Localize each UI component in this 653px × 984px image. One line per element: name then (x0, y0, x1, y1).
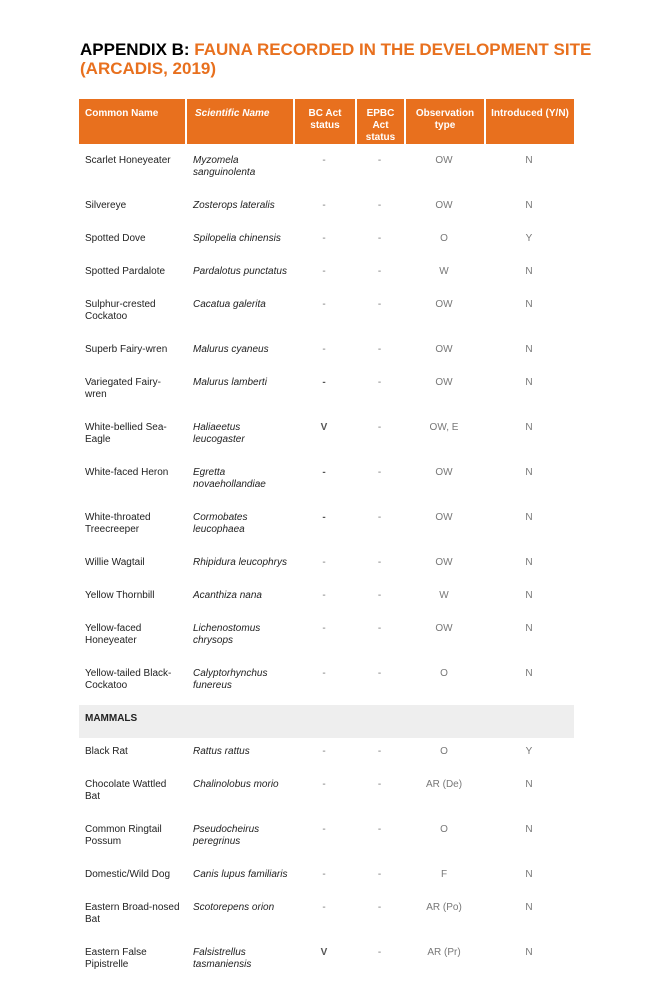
cell-bc: - (322, 557, 326, 568)
cell-epbc: - (377, 824, 382, 835)
table-row (79, 504, 574, 549)
cell-introduced: N (525, 623, 533, 634)
cell-introduced: N (525, 200, 533, 211)
table-row (79, 258, 574, 291)
cell-bc: - (322, 746, 326, 757)
cell-common: Eastern False Pipistrelle (85, 947, 147, 970)
cell-scientific: Calyptorhynchus funereus (193, 668, 268, 691)
cell-bc: - (322, 299, 326, 310)
cell-obs: OW (435, 155, 453, 166)
header-common-name: Common Name (79, 99, 185, 145)
cell-epbc: - (377, 557, 382, 568)
cell-obs: O (440, 824, 448, 835)
cell-epbc: - (377, 623, 382, 634)
cell-common: Black Rat (85, 746, 128, 757)
cell-introduced: N (525, 869, 533, 880)
cell-scientific: Pardalotus punctatus (193, 266, 287, 277)
cell-epbc: - (377, 200, 382, 211)
cell-scientific: Cacatua galerita (193, 299, 266, 310)
page-title (80, 40, 600, 78)
cell-obs: W (439, 266, 449, 277)
cell-obs: O (440, 668, 448, 679)
cell-obs: OW, E (429, 422, 459, 433)
cell-common: White-bellied Sea-Eagle (85, 422, 167, 445)
cell-common: Chocolate Wattled Bat (85, 779, 167, 802)
cell-obs: W (439, 590, 449, 601)
cell-introduced: Y (525, 746, 533, 757)
cell-obs: OW (435, 512, 453, 523)
cell-scientific: Myzomela sanguinolenta (193, 155, 256, 178)
cell-common: Yellow-tailed Black-Cockatoo (85, 668, 172, 691)
cell-bc: V (320, 947, 328, 958)
cell-bc: - (322, 824, 326, 835)
cell-common: Willie Wagtail (85, 557, 145, 568)
table-row (79, 894, 574, 939)
cell-obs: AR (Pr) (427, 947, 461, 958)
cell-epbc: - (377, 299, 382, 310)
cell-bc: - (322, 377, 326, 388)
header-observation-type: Observation type (404, 99, 484, 145)
cell-common: Variegated Fairy-wren (85, 377, 161, 400)
cell-obs: OW (435, 200, 453, 211)
cell-common: Superb Fairy-wren (85, 344, 168, 355)
cell-common: Spotted Pardalote (85, 266, 166, 277)
cell-common: Yellow Thornbill (85, 590, 155, 601)
cell-introduced: N (525, 377, 533, 388)
header-epbc-act: EPBC Act status (355, 99, 404, 145)
cell-epbc: - (377, 344, 382, 355)
title-prefix: APPENDIX B: (80, 40, 195, 59)
cell-bc: - (322, 344, 326, 355)
cell-introduced: N (525, 422, 533, 433)
cell-epbc: - (377, 869, 382, 880)
cell-obs: AR (De) (425, 779, 463, 790)
cell-epbc: - (377, 266, 382, 277)
header-introduced: Introduced (Y/N) (484, 99, 574, 145)
fauna-table (79, 99, 574, 984)
cell-epbc: - (377, 377, 382, 388)
cell-obs: OW (435, 344, 453, 355)
cell-scientific: Lichenostomus chrysops (193, 623, 261, 646)
cell-bc: V (320, 422, 328, 433)
cell-epbc: - (377, 902, 382, 913)
cell-scientific: Zosterops lateralis (193, 200, 275, 211)
cell-introduced: N (525, 668, 533, 679)
cell-obs: OW (435, 377, 453, 388)
header-bc-act: BC Act status (293, 99, 355, 145)
cell-epbc: - (377, 512, 382, 523)
cell-common: Eastern Broad-nosed Bat (85, 902, 180, 925)
cell-introduced: N (525, 266, 533, 277)
table-row (79, 582, 574, 615)
cell-introduced: Y (525, 233, 533, 244)
table-row (79, 549, 574, 582)
header-scientific-name: Scientific Name (185, 99, 293, 145)
cell-obs: OW (435, 623, 453, 634)
cell-bc: - (322, 590, 326, 601)
cell-bc: - (322, 623, 326, 634)
cell-bc: - (322, 668, 326, 679)
cell-scientific: Rhipidura leucophrys (193, 557, 287, 568)
cell-epbc: - (377, 590, 382, 601)
table-row (79, 738, 574, 771)
cell-common: Spotted Dove (85, 233, 146, 244)
cell-obs: O (440, 746, 448, 757)
cell-scientific: Malurus cyaneus (193, 344, 269, 355)
cell-common: Yellow-faced Honeyeater (85, 623, 142, 646)
cell-introduced: N (525, 902, 533, 913)
cell-bc: - (322, 233, 326, 244)
cell-scientific: Chalinolobus morio (193, 779, 279, 790)
cell-introduced: N (525, 467, 533, 478)
cell-scientific: Pseudocheirus peregrinus (193, 824, 260, 847)
cell-bc: - (322, 266, 326, 277)
table-row (79, 816, 574, 861)
table-row (79, 145, 574, 192)
section-label: MAMMALS (79, 705, 185, 738)
cell-obs: F (440, 869, 448, 880)
cell-epbc: - (377, 779, 382, 790)
cell-scientific: Spilopelia chinensis (193, 233, 281, 244)
cell-bc: - (322, 200, 326, 211)
cell-epbc: - (377, 746, 382, 757)
cell-epbc: - (377, 668, 382, 679)
cell-bc: - (322, 155, 326, 166)
cell-epbc: - (377, 467, 382, 478)
cell-obs: OW (435, 557, 453, 568)
cell-common: White-throated Treecreeper (85, 512, 151, 535)
cell-scientific: Canis lupus familiaris (193, 869, 288, 880)
cell-epbc: - (377, 155, 382, 166)
cell-scientific: Rattus rattus (193, 746, 250, 757)
cell-introduced: N (525, 590, 533, 601)
cell-common: Scarlet Honeyeater (85, 155, 171, 166)
table-row (79, 660, 574, 705)
table-row (79, 336, 574, 369)
title-main: FAUNA RECORDED IN THE DEVELOPMENT SITE (ARCADIS, 2019) (80, 40, 592, 78)
cell-epbc: - (377, 233, 382, 244)
table-row (79, 414, 574, 459)
cell-obs: AR (Po) (426, 902, 462, 913)
cell-bc: - (322, 869, 326, 880)
cell-introduced: N (525, 557, 533, 568)
cell-epbc: - (377, 422, 382, 433)
cell-common: Silvereye (85, 200, 127, 211)
cell-obs: OW (435, 467, 453, 478)
cell-bc: - (322, 512, 326, 523)
section-row-mammals (79, 705, 574, 738)
cell-obs: OW (435, 299, 453, 310)
table-row (79, 939, 574, 984)
cell-bc: - (322, 467, 326, 478)
cell-common: Domestic/Wild Dog (85, 869, 171, 880)
table-row (79, 771, 574, 816)
cell-scientific: Malurus lamberti (193, 377, 267, 388)
cell-scientific: Haliaeetus leucogaster (193, 422, 245, 445)
table-row (79, 615, 574, 660)
cell-introduced: N (525, 512, 533, 523)
cell-common: Sulphur-crested Cockatoo (85, 299, 156, 322)
cell-bc: - (322, 902, 326, 913)
table-row (79, 192, 574, 225)
cell-introduced: N (525, 299, 533, 310)
cell-introduced: N (525, 779, 533, 790)
table-row (79, 291, 574, 336)
cell-introduced: N (525, 824, 533, 835)
cell-epbc: - (377, 947, 382, 958)
table-row (79, 459, 574, 504)
table-row (79, 225, 574, 258)
cell-common: Common Ringtail Possum (85, 824, 162, 847)
table-row (79, 369, 574, 414)
cell-scientific: Falsistrellus tasmaniensis (193, 947, 252, 970)
cell-bc: - (322, 779, 326, 790)
cell-introduced: N (525, 344, 533, 355)
cell-scientific: Cormobates leucophaea (193, 512, 248, 535)
header-row (79, 99, 574, 145)
cell-scientific: Egretta novaehollandiae (193, 467, 266, 490)
cell-introduced: N (525, 947, 533, 958)
cell-scientific: Scotorepens orion (193, 902, 275, 913)
table-row (79, 861, 574, 894)
cell-common: White-faced Heron (85, 467, 169, 478)
cell-scientific: Acanthiza nana (193, 590, 262, 601)
cell-introduced: N (525, 155, 533, 166)
cell-obs: O (440, 233, 448, 244)
